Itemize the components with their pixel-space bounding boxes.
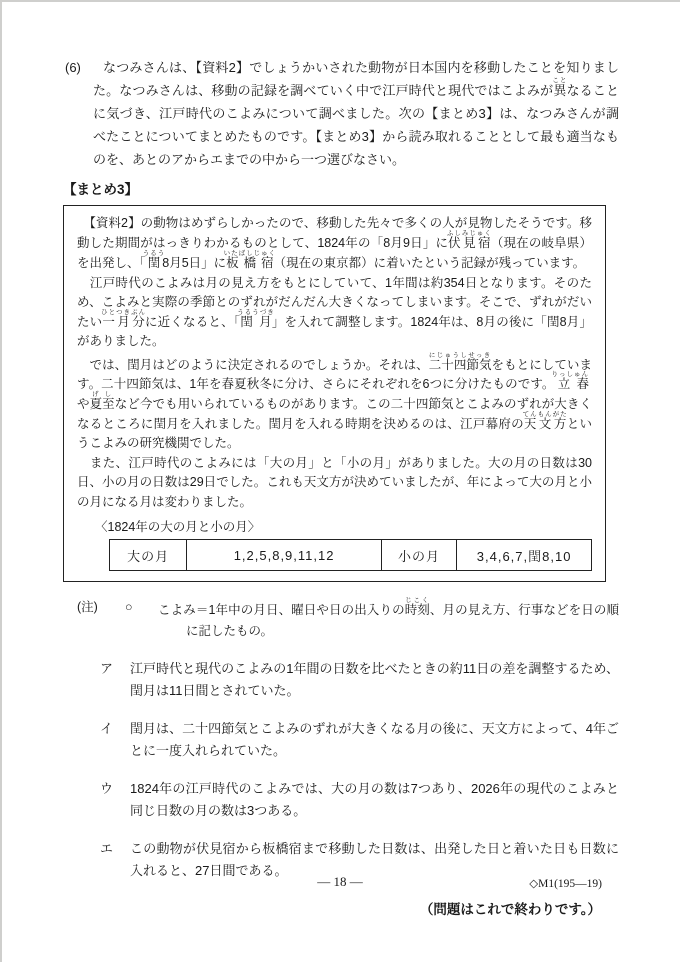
table-value-sho-no-tsuki: 3,4,6,7,閏8,10	[457, 540, 592, 571]
matome-paragraph-3: では、閏月はどのように決定されるのでしょうか。それは、二十四節気にじゅうしせっきをもとにしています。二十四節気は、1年を春夏秋冬に分け、さらにそれぞれを6つに分けたものです。立春りっしゅんや夏至げしなど今でも用いられているものがあります。この二十四節気とこよみのずれが大きくなるところに閏月を入れました。閏月を入れる時期を決めるのは、江戸幕府の天文方てんもんがたというこよみの研究機関でした。	[77, 351, 592, 450]
matome-paragraph-2: 江戸時代のこよみは月の見え方をもとにしていて、1年間は約354日となります。そのため、こよみと実際の季節とのずれがだんだん大きくなってしまいます。そこで、ずれがだいたい一月分ひとつきぶんに近くなると、「閏月うるうづき」を入れて調整します。1824年は、8月の後に「閏8月」がありました。	[77, 275, 592, 348]
question-text: なつみさんは、【資料2】でしょうかいされた動物が日本国内を移動したことを知りました。なつみさんは、移動の記録を調べていく中で江戸時代と現代ではこよみが異ことなることに気づき、江戸時代のこよみについて調べました。次の【まとめ3】は、なつみさんが調べたことについてまとめたものです。【まとめ3】から読み取れることとして最も適当なものを、あとのアからエまでの中から一つ選びなさい。	[93, 60, 619, 167]
option-e-text: この動物が伏見宿から板橋宿まで移動した日数は、出発した日と着いた日も日数に入れると、27日間である。	[130, 841, 619, 878]
table-header-sho-no-tsuki: 小の月	[381, 540, 456, 571]
option-i	[63, 718, 619, 762]
option-e-label: エ	[100, 841, 114, 856]
option-i-label: イ	[100, 721, 114, 736]
option-u	[63, 778, 619, 822]
option-a-text: 江戸時代と現代のこよみの1年間の日数を比べたときの約11日の差を調整するため、閏月は11日間とされていた。	[130, 661, 619, 698]
table-header-dai-no-tsuki: 大の月	[110, 540, 187, 571]
matome3-box	[63, 205, 606, 582]
document-code: ◇M1(195—19)	[529, 878, 602, 890]
note-text: こよみ＝1年中の月日、曜日や日の出入りの時刻じこく、月の見え方、行事などを日の順に記したもの。	[158, 597, 619, 638]
matome-paragraph-1: 【資料2】の動物はめずらしかったので、移動した先々で多くの人が見物したそうです。移動した期間がはっきりわかるものとして、1824年の「8月9日」に伏見宿ふしみじゅく（現在の岐阜県）を出発し、「閏うるう8月5日」に板橋宿いたばしじゅく（現在の東京都）に着いたという記録が残っています。	[77, 216, 592, 270]
question-6	[63, 56, 619, 171]
option-u-label: ウ	[100, 781, 114, 796]
page-content	[63, 56, 619, 918]
note-label: (注)	[77, 600, 98, 614]
note	[63, 597, 619, 642]
table-value-dai-no-tsuki: 1,2,5,8,9,11,12	[187, 540, 381, 571]
option-i-text: 閏月は、二十四節気とこよみのずれが大きくなる月の後に、天文方によって、4年ごとに一度入れられていた。	[130, 721, 619, 758]
page-number: — 18 —	[317, 874, 363, 889]
matome3-heading: 【まとめ3】	[63, 182, 139, 197]
matome-paragraph-4: また、江戸時代のこよみには「大の月」と「小の月」がありました。大の月の日数は30日、小の月の日数は29日でした。これも天文方が決めていましたが、年によって大の月と小の月になる月は変わりました。	[77, 455, 592, 509]
option-a-label: ア	[100, 661, 114, 676]
option-a	[63, 658, 619, 702]
months-table-caption: 〈1824年の大の月と小の月〉	[95, 520, 261, 534]
note-circle-mark: ○	[125, 600, 133, 614]
question-number: (6)	[65, 60, 81, 75]
option-u-text: 1824年の江戸時代のこよみでは、大の月の数は7つあり、2026年の現代のこよみと同じ日数の月の数は3つある。	[130, 781, 619, 818]
end-of-questions-note: （問題はこれで終わりです。）	[419, 902, 601, 917]
months-table-row	[110, 540, 592, 571]
months-table	[109, 539, 592, 571]
